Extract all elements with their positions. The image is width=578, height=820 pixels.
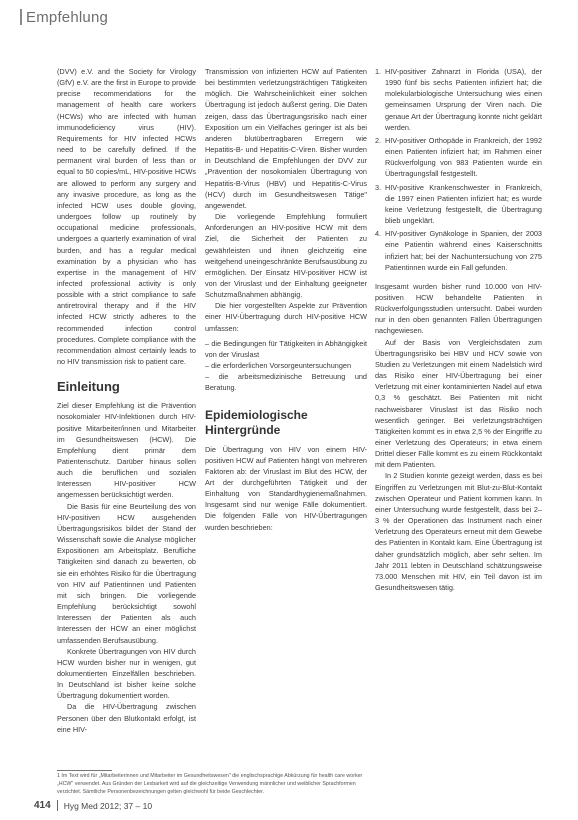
column-3 [375, 66, 542, 593]
col2-paragraph-1: Transmission von infizierten HCW auf Patienten bei bestimmten verletzungsträchtigen Tätigkeiten möglich. Die Wahrscheinlichkeit einer solchen Übertragung ist jedoch äußerst gering. Die Daten zeigen, dass das Übertragungsrisiko nach einer Exposition um ein Vielfaches geringer ist als bei anderen blutübertragbaren Erregern wie Hepatitis-B- und Hepatitis-C-Viren. Bisher wurden in Deutschland die Empfehlungen der DVV zur „Prävention der nosokomialen Übertragung von Hepatitis-B-Virus (HBV) und Hepatitis-C-Virus (HCV) durch im Gesundheitswesen Tätige" angewendet. [205, 67, 367, 210]
cases-list [375, 66, 542, 273]
page-footer [34, 800, 152, 811]
list-item: – die arbeitsmedizinische Betreuung und Beratung. [205, 372, 367, 393]
col3-paragraph-2: Auf der Basis von Vergleichsdaten zum Übertragungsrisiko bei HBV und HCV sowie von Studien zu Verletzungen mit einem Nadelstich wird das Risiko einer HIV-Übertragung bei einer Verletzung mit einer kontaminierten Nadel auf etwa 0,3 % geschätzt. Bei Patienten mit nicht nachweisbarer Viruslast ist das Risiko noch wesentlich geringer. Bei verletzungsträchtigen Tätigkeiten kommt es in etwa 2,5 % der Eingriffe zu einer Verletzung des Operateurs; in etwa einem Drittel dieser Fälle kommt es zu einem Rückkontakt mit dem Patienten. [375, 337, 542, 470]
list-item: 3. HIV-positive Krankenschwester in Frankreich, die 1997 einen Patienten infiziert hat; es wurde keine Verletzung festgestellt, die Übertragung blieb ungeklärt. [375, 182, 542, 226]
col2-paragraph-3: Die hier vorgestellten Aspekte zur Prävention einer HIV-Übertragung durch HIV-positive HCW umfassen: [205, 301, 367, 333]
col2-paragraph-2: Die vorliegende Empfehlung formuliert Anforderungen an HIV-positive HCW mit dem Ziel, die Sicherheit der Patienten zu gewährleisten und ihnen gleichzeitig eine weitgehend uneingeschränkte Berufsausübung zu ermöglichen. Der Einsatz HIV-positiver HCW ist von der Viruslast und der Einhaltung geeigneter Schutzmaßnahmen abhängig. [205, 212, 367, 300]
intro-paragraph-4: Da die HIV-Übertragung zwischen Personen über den Blutkontakt erfolgt, ist eine HIV- [57, 702, 196, 734]
intro-paragraph-3: Konkrete Übertragungen von HIV durch HCW wurden bisher nur in wenigen, gut dokumentierten Einzelfällen beschrieben. In Deutschland ist bisher keine solche Übertragung dokumentiert worden. [57, 646, 196, 701]
col3-paragraph-1: Insgesamt wurden bisher rund 10.000 von HIV-positiven HCW behandelte Patienten in Rückverfolgungsstudien untersucht. Dabei wurden nur in den oben genannten Fällen Übertragungen nachgewiesen. [375, 281, 542, 336]
heading-epidemiologie: Epidemiologische Hintergründe [205, 407, 308, 437]
heading-einleitung: Einleitung [57, 379, 120, 395]
footer-divider [57, 800, 58, 811]
footnote-rule [57, 770, 112, 771]
footnote: 1 Im Text wird für „Mitarbeiterinnen und Mitarbeiter im Gesundheitswesen" die englischsprachige Abkürzung für health care worker „HCW" verwendet. Aus Gründen der Lesbarkeit wird auf die gleichzeitige Verwendung männlicher und weiblicher Sprachformen verzichtet. Sämtliche Personenbezeichnungen gelten gleichwohl für beide Geschlechter. [57, 773, 363, 795]
intro-paragraph-1: Ziel dieser Empfehlung ist die Prävention nosokomialer HIV-Infektionen durch HIV-positive Mitarbeiter/innen und Mitarbeiter im Gesundheitswesen (HCW). Die Empfehlung dient primär dem Patientenschutz. Darüber hinaus sollen auch die beruflichen und sozialen Interessen HIV-positiver HCW angemessen berücksichtigt werden. [57, 401, 196, 500]
column-1 [57, 66, 196, 735]
list-item: – die erforderlichen Vorsorgeuntersuchungen [205, 361, 352, 371]
list-item: 2. HIV-positiver Orthopäde in Frankreich, der 1992 einen Patienten infiziert hat; im Rahmen einer Rückverfolgung von 983 Patienten wurde ein Übertragungsfall festgestellt. [375, 135, 542, 179]
header-bar [20, 9, 22, 25]
page-number: 414 [34, 800, 51, 811]
column-2 [205, 66, 367, 533]
aspects-list [205, 338, 367, 394]
english-abstract: (DVV) e.V. and the Society for Virology (GfV) e.V. are the first in Europe to provide precise recommendations for the management of health care workers (HCWs) who are infected with human immunodeficiency virus (HIV). Requirements for HIV infected HCWs need to be carefully defined. If the permanent viral burden of less than or equal to 50 copies/mL, HIV-positive HCWs are allowed to perform any surgery and any invasive procedure, as long as the infected HCW uses double gloving, undergoes follow up routinely by occupational medicine professionals, undergoes a quarterly examination of viral burden, and has a regular medical examination by a physician who has expertise in the management of HIV infected professional activity is only possible with a strict compliance to safe antiretroviral therapy and if the HIV infected HCW strictly adheres to the recommended infection control procedures. Complete compliance with the recommendation almost certainly leads to no HIV transmission risk to patient care. [57, 67, 196, 367]
intro-paragraph-2: Die Basis für eine Beurteilung des von HIV-positiven HCW ausgehenden Übertragungsrisikos bildet der Stand der Wissenschaft sowie die Analyse möglicher Expositionen am Arbeitsplatz. Berufliche Tätigkeiten sind danach zu bewerten, ob sie ein erhöhtes Risiko für die Übertragung von HIV auf Patientinnen und Patienten mit sich bringen. Die vorliegende Empfehlung berücksichtigt sowohl Interessen der Patienten als auch Interessen der HCW an einer möglichst umfassenden Berufsausübung. [57, 501, 196, 645]
list-item: 4. HIV-positiver Gynäkologe in Spanien, der 2003 eine Patientin während eines Kaiserschnitts infiziert hat; bei der Nachuntersuchung von 275 Patientinnen wurde ein Fall gefunden. [375, 229, 542, 272]
section-title: Empfehlung [26, 8, 109, 26]
journal-citation: Hyg Med 2012; 37 – 10 [63, 800, 153, 811]
list-item: 1. HIV-positiver Zahnarzt in Florida (USA), der 1990 fünf bis sechs Patienten infiziert hat; die molekularbiologische Untersuchung wies einen gemeinsamen Ursprung der Viren nach. Die genaue Art der Übertragung konnte nicht geklärt werden. [375, 67, 542, 132]
col2-paragraph-4: Die Übertragung von HIV von einem HIV-positiven HCW auf Patienten hängt von mehreren Faktoren ab: der Viruslast im Blut des HCW, der Art der durchgeführten Tätigkeit und der Einhaltung von Standardhygienemaßnahmen. Insgesamt sind nur wenige Fälle dokumentiert. Die folgenden Fälle von HIV-Übertragungen wurden beschrieben: [205, 444, 367, 532]
list-item: – die Bedingungen für Tätigkeiten in Abhängigkeit von der Viruslast [205, 338, 367, 359]
col3-paragraph-3: In 2 Studien konnte gezeigt werden, dass es bei Eingriffen zu Verletzungen mit Blut-zu-Blut-Kontakt zwischen Operateur und Patient kommen kann. In einer Untersuchung wurde festgestellt, dass bei 2–3 % der Operationen das Instrument nach einer Verletzung des Operateurs erneut mit dem Gewebe des Patienten in Kontakt kam. Eine Übertragung ist daher grundsätzlich möglich, aber sehr selten. Im Jahr 2011 lebten in Deutschland schätzungsweise 73.000 Menschen mit HIV, ein Teil davon ist im Gesundheitswesen tätig. [375, 471, 542, 593]
page-header [20, 4, 108, 30]
